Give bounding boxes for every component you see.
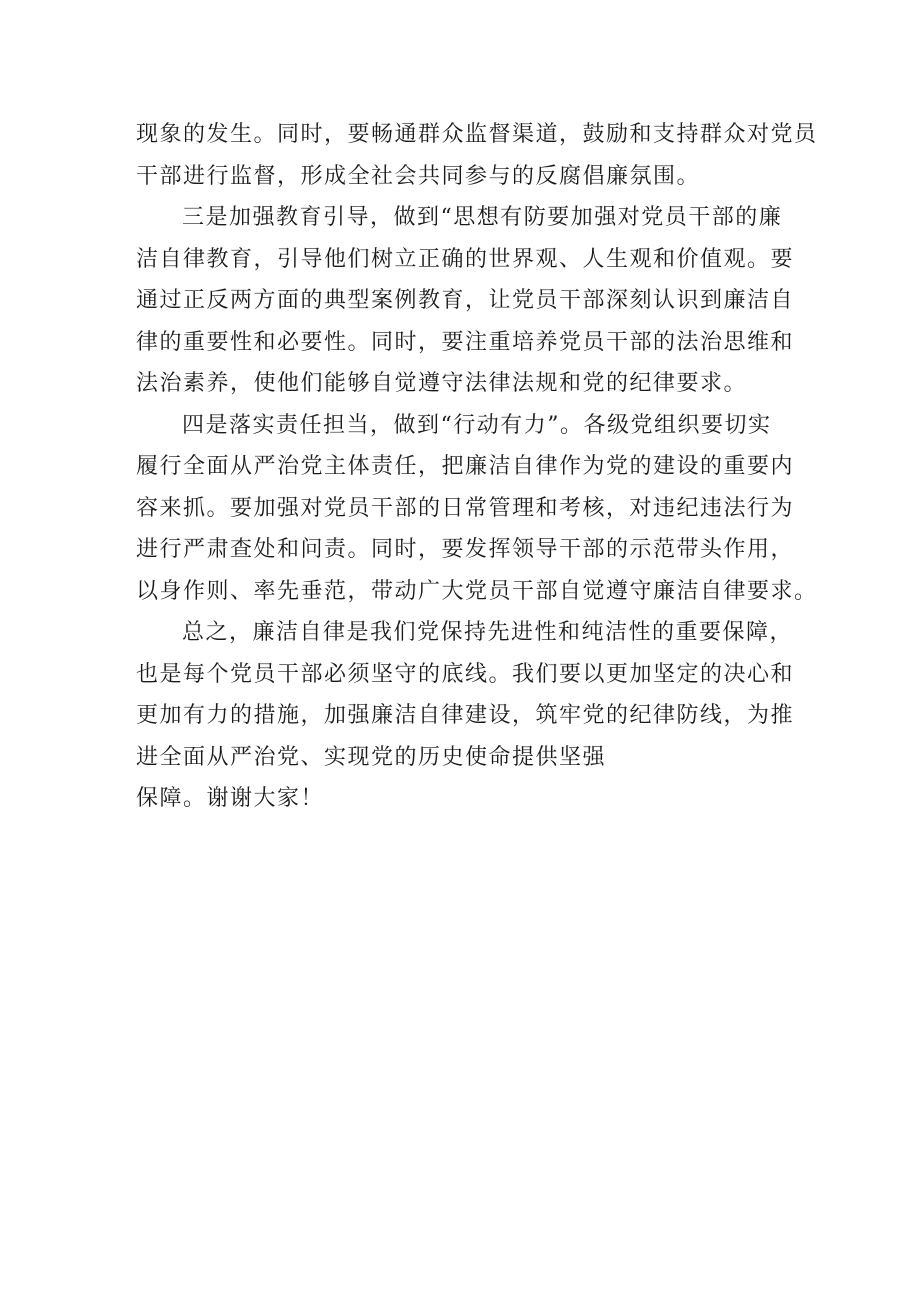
- text-line: 容来抓。要加强对党员干部的日常管理和考核，对违纪违法行为: [136, 495, 795, 521]
- text-line: 履行全面从严治党主体责任，把廉洁自律作为党的建设的重要内: [136, 454, 795, 479]
- text-line: 以身作则、率先垂范，带动广大党员干部自觉遵守廉洁自律要求。: [136, 578, 818, 604]
- text-line: 法治素养，使他们能够自觉遵守法律法规和党的纪律要求。: [136, 371, 748, 396]
- text-line: 进行严肃查处和问责。同时，要发挥领导干部的示范带头作用，: [136, 537, 795, 562]
- paragraph-start-line: 四是落实责任担当，做到“行动有力”。各级党组织要切实: [182, 412, 772, 438]
- document-body: [136, 114, 818, 820]
- text-line: 更加有力的措施，加强廉洁自律建设，筑牢党的纪律防线，为推: [136, 703, 795, 728]
- paragraph-start-line: 三是加强教育引导，做到“思想有防要加强对党员干部的廉: [182, 205, 783, 230]
- paragraph-start-line: 总之，廉洁自律是我们党保持先进性和纯洁性的重要保障，: [182, 620, 794, 645]
- text-line: 现象的发生。同时，要畅通群众监督渠道，鼓励和支持群众对党员: [136, 122, 818, 147]
- text-line: 干部进行监督，形成全社会共同参与的反腐倡廉氛围。: [136, 163, 701, 189]
- text-line: 洁自律教育，引导他们树立正确的世界观、人生观和价值观。要: [136, 246, 795, 272]
- text-line: 律的重要性和必要性。同时，要注重培养党员干部的法治思维和: [136, 329, 795, 355]
- text-line: 也是每个党员干部必须坚守的底线。我们要以更加坚定的决心和: [136, 661, 795, 687]
- text-line: 进全面从严治党、实现党的历史使命提供坚强: [136, 744, 607, 770]
- text-line: 保障。谢谢大家！: [136, 786, 325, 811]
- text-line: 通过正反两方面的典型案例教育，让党员干部深刻认识到廉洁自: [136, 288, 795, 313]
